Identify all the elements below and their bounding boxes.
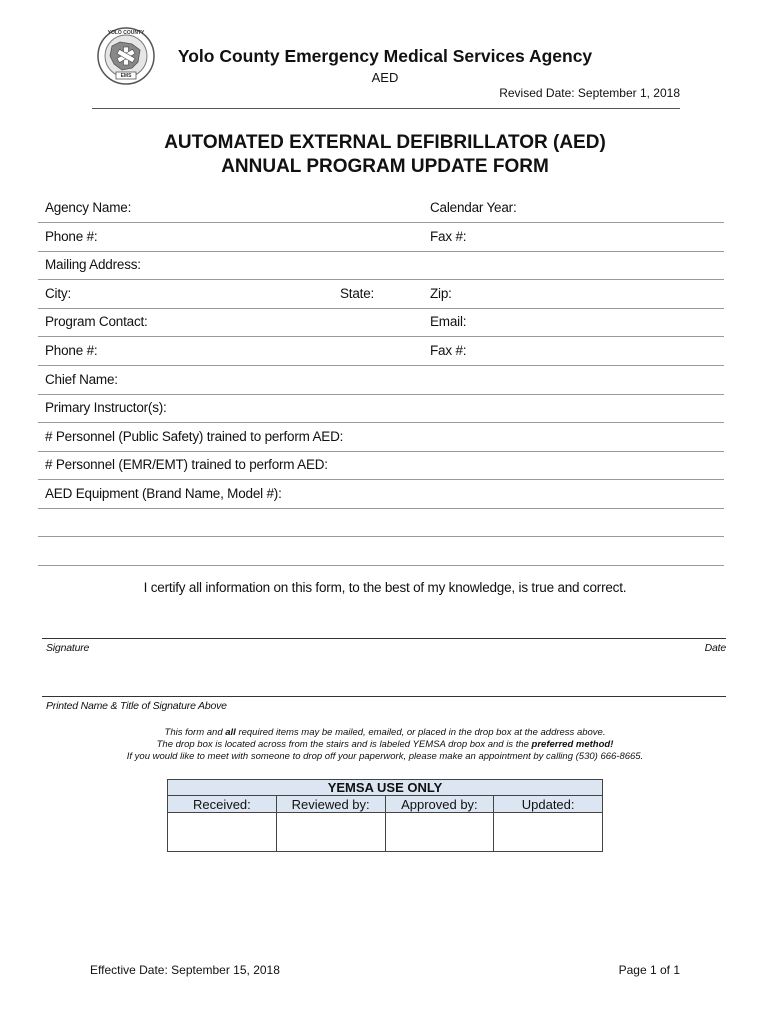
personnel-emr-emt-label: # Personnel (EMR/EMT) trained to perform AED: — [45, 457, 328, 472]
note-line-1-text-a: This form and — [164, 727, 226, 738]
yemsa-header-row — [168, 780, 603, 796]
certification-statement: I certify all information on this form, to the best of my knowledge, is true and correct. — [143, 580, 627, 595]
yemsa-updated-header: Updated: — [494, 796, 603, 813]
note-line-1-text-b: required items may be mailed, emailed, or placed in the drop box at the address above. — [235, 727, 606, 738]
primary-instructors-label: Primary Instructor(s): — [45, 400, 167, 415]
row-agency-name — [38, 193, 724, 223]
signature-line — [42, 638, 726, 639]
yemsa-received-header: Received: — [168, 796, 277, 813]
note-line-2-emphasis: preferred method! — [531, 739, 614, 750]
note-line-2 — [0, 739, 770, 750]
row-primary-instructors — [38, 393, 724, 423]
yemsa-use-only-table — [167, 779, 603, 852]
header-divider — [92, 108, 680, 109]
chief-name-label: Chief Name: — [45, 372, 118, 387]
row-contact-phone — [38, 336, 724, 366]
agency-name-label: Agency Name: — [45, 200, 132, 215]
yemsa-approved-header: Approved by: — [385, 796, 494, 813]
yemsa-entry-row — [168, 813, 603, 852]
mailing-address-label: Mailing Address: — [45, 257, 141, 272]
note-line-1 — [0, 727, 770, 738]
unit-subheading: AED — [371, 70, 399, 85]
note-line-2-text: The drop box is located across from the stairs and is labeled YEMSA drop box and is the — [156, 739, 532, 750]
logo-top-text: YOLO COUNTY — [107, 30, 145, 36]
zip-label: Zip: — [430, 286, 452, 301]
row-aed-equipment-blank-1 — [38, 507, 724, 537]
page-number: Page 1 of 1 — [618, 963, 680, 977]
contact-fax-label: Fax #: — [430, 343, 467, 358]
printed-name-label: Printed Name & Title of Signature Above — [46, 700, 227, 712]
yemsa-title: YEMSA USE ONLY — [168, 780, 603, 796]
yemsa-approved-cell[interactable] — [385, 813, 494, 852]
revised-date: Revised Date: September 1, 2018 — [499, 86, 680, 100]
calendar-year-label: Calendar Year: — [430, 200, 517, 215]
effective-date: Effective Date: September 15, 2018 — [90, 963, 280, 977]
note-line-3: If you would like to meet with someone to drop off your paperwork, please make an appointment by calling (530) 666-8665. — [126, 751, 644, 762]
fax-label: Fax #: — [430, 229, 467, 244]
row-aed-equipment-blank-2 — [38, 536, 724, 566]
agency-name-heading: Yolo County Emergency Medical Services Agency — [177, 46, 593, 66]
row-phone — [38, 222, 724, 252]
row-chief-name — [38, 365, 724, 395]
form-title-line-1: AUTOMATED EXTERNAL DEFIBRILLATOR (AED) — [164, 132, 606, 153]
date-label: Date — [704, 642, 726, 654]
yemsa-received-cell[interactable] — [168, 813, 277, 852]
row-aed-equipment — [38, 479, 724, 509]
row-personnel-emr-emt — [38, 450, 724, 480]
email-label: Email: — [430, 314, 467, 329]
yemsa-reviewed-cell[interactable] — [276, 813, 385, 852]
state-label: State: — [340, 286, 375, 301]
note-line-1-emphasis: all — [225, 727, 236, 738]
phone-label: Phone #: — [45, 229, 98, 244]
signature-label: Signature — [46, 642, 90, 654]
logo-bottom-text: EMS — [120, 73, 132, 79]
row-mailing-address — [38, 250, 724, 280]
aed-equipment-label: AED Equipment (Brand Name, Model #): — [45, 486, 282, 501]
row-personnel-public-safety — [38, 422, 724, 452]
form-title-line-2: ANNUAL PROGRAM UPDATE FORM — [221, 156, 549, 177]
row-program-contact — [38, 307, 724, 337]
yemsa-updated-cell[interactable] — [494, 813, 603, 852]
program-contact-label: Program Contact: — [45, 314, 148, 329]
row-city — [38, 279, 724, 309]
printed-name-line — [42, 696, 726, 697]
city-label: City: — [45, 286, 72, 301]
yemsa-columns-row — [168, 796, 603, 813]
yemsa-reviewed-header: Reviewed by: — [276, 796, 385, 813]
personnel-public-safety-label: # Personnel (Public Safety) trained to perform AED: — [45, 429, 344, 444]
contact-phone-label: Phone #: — [45, 343, 98, 358]
